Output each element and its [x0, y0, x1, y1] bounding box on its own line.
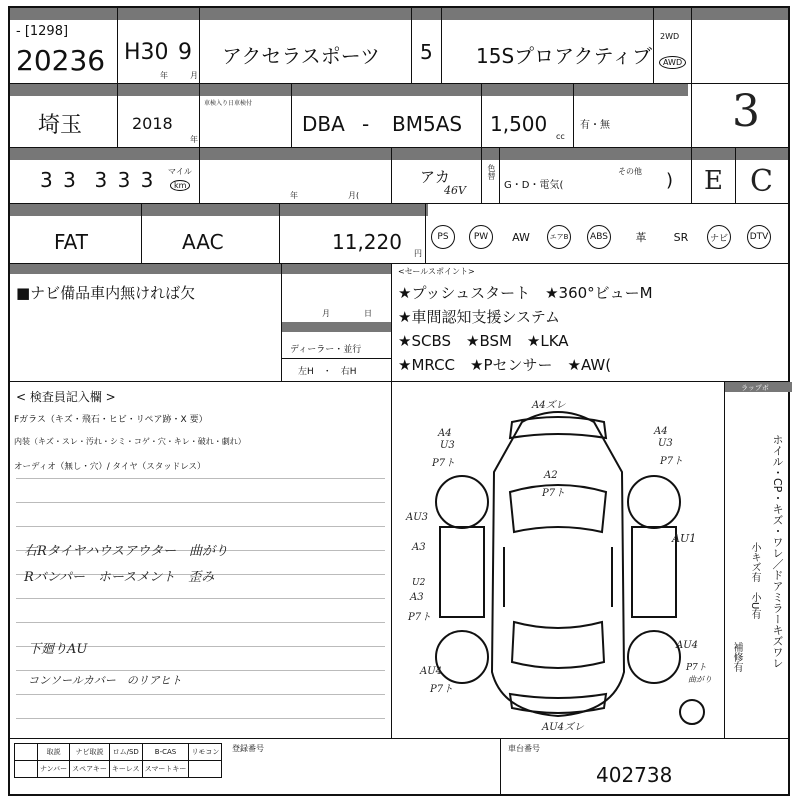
- transmission-cell: [10, 204, 142, 263]
- mark-1: A4ズレ: [532, 400, 566, 411]
- period-month-label: 月(: [348, 191, 360, 200]
- color-name: アカ: [420, 168, 450, 186]
- inspector-hand-1: 右Rタイヤハウスアウター 曲がり: [24, 544, 229, 559]
- mark-5: A4: [654, 426, 668, 437]
- option-navi-label: ナビ: [707, 225, 731, 249]
- mileage-digits: 3 3 3 3 3: [40, 168, 156, 192]
- chassis-code: BM5AS: [392, 112, 463, 136]
- rule-9: [16, 670, 385, 671]
- inspector-interior: 内装（キズ・スレ・汚れ・シミ・コゲ・穴・キレ・破れ・劇れ）: [14, 437, 246, 446]
- option-leather-label: 革: [635, 231, 647, 244]
- registration-cell: [118, 8, 200, 83]
- option-navi: [702, 220, 736, 254]
- year-label: 年: [190, 135, 198, 144]
- option-leather: [624, 220, 658, 254]
- middle-month-label: 月: [322, 309, 330, 318]
- side-text-3: 補修有: [731, 642, 742, 672]
- recycle-cell: [574, 84, 692, 147]
- grade-cell: [442, 8, 654, 83]
- mark-2: A4: [438, 428, 452, 439]
- year-cell: [118, 84, 200, 147]
- row-1: [10, 8, 788, 84]
- grade-interior: E: [704, 166, 723, 196]
- inspection-cell: [200, 84, 292, 147]
- rule-1: [16, 478, 385, 479]
- mark-3: U3: [440, 440, 455, 451]
- inspector-glass: Fガラス（キズ・飛石・ヒビ・リペア跡・X 要）: [14, 415, 208, 425]
- fuel-cell: [500, 148, 692, 203]
- mileage-unit: km: [170, 180, 190, 191]
- price-unit: 円: [414, 249, 422, 258]
- inspector-hand-2: Rバンパー ホースメント 歪み: [24, 570, 215, 585]
- option-ps-label: PS: [431, 225, 455, 249]
- color-code: 46V: [444, 184, 466, 197]
- option-sr: [664, 220, 698, 254]
- mark-21: AU4ズレ: [542, 722, 585, 733]
- selling-header: <セールスポイント>: [398, 267, 475, 276]
- acc-manual: 取説: [38, 744, 70, 761]
- rule-7: [16, 622, 385, 623]
- row-3: [10, 148, 788, 204]
- side-panel: [724, 382, 792, 738]
- location-value: 埼玉: [38, 113, 83, 138]
- selling-points: [394, 264, 788, 381]
- mark-18: AU4: [676, 640, 699, 651]
- middle-cell: [282, 264, 392, 381]
- acc-rom: ロム/SD: [109, 744, 142, 761]
- notes-header-bar: [10, 264, 281, 274]
- grade-exterior: C: [750, 164, 773, 199]
- acc-bcas: B-CAS: [142, 744, 189, 761]
- inspector-hand-4: コンソールカバー のリアヒト: [28, 674, 182, 687]
- row-2: [10, 84, 788, 148]
- accessory-blank-1: [15, 744, 38, 761]
- chassis-no-label: 車台番号: [508, 744, 540, 753]
- grade-interior-cell: [692, 148, 736, 203]
- score-cell: [692, 8, 792, 83]
- rule-2: [16, 502, 385, 503]
- mark-20: 曲がり: [688, 675, 712, 684]
- year-value: 2018: [132, 114, 173, 133]
- chassis-no: 402738: [596, 763, 673, 787]
- color-change-cell: [482, 148, 500, 203]
- row-4: [10, 204, 788, 264]
- options-area: [426, 204, 788, 263]
- doors-value: 5: [420, 40, 433, 64]
- lot-number: 20236: [16, 44, 106, 77]
- period-year-label: 年: [290, 191, 298, 200]
- aircon-cell: [142, 204, 280, 263]
- bottom-bar: [10, 738, 788, 794]
- reg-label: 登録番号: [232, 744, 264, 753]
- selling-point-4: ★MRCC ★Pセンサー ★AW(: [398, 356, 612, 374]
- score-value: 3: [732, 86, 760, 137]
- registration-month: 9: [178, 40, 192, 65]
- selling-point-2: ★車間認知支援システム: [398, 308, 560, 326]
- accessory-table: [14, 743, 222, 778]
- mark-4: P7ト: [432, 458, 456, 469]
- inspector-area: [10, 382, 392, 738]
- displacement-unit: cc: [556, 132, 565, 141]
- acc-keyless: キーレス: [109, 761, 142, 778]
- option-aw: [504, 220, 538, 254]
- option-pw: [464, 220, 498, 254]
- option-abs: [582, 220, 616, 254]
- location-cell: [10, 84, 118, 147]
- chassis-cell: [292, 84, 482, 147]
- rule-3: [16, 526, 385, 527]
- registration-year-label: 年: [160, 71, 168, 80]
- mark-10: AU3: [406, 512, 429, 523]
- mark-9: P7ト: [542, 488, 566, 499]
- notes-line-1: ■ナビ備品車内無ければ欠: [16, 284, 196, 302]
- transmission-value: FAT: [54, 230, 89, 254]
- mark-6: U3: [658, 438, 673, 449]
- model-cell: [200, 8, 412, 83]
- drive-2wd: 2WD: [660, 32, 680, 41]
- lot-prefix: - [1298]: [16, 24, 69, 39]
- acc-spare-key: スペアキー: [70, 761, 110, 778]
- rule-11: [16, 718, 385, 719]
- inspector-title: < 検査員記入欄 >: [16, 390, 116, 404]
- doors-cell: [412, 8, 442, 83]
- accessory-blank-2: [15, 761, 38, 778]
- middle-divider-1: [282, 322, 391, 332]
- price-cell: [280, 204, 426, 263]
- registration-era: H30: [124, 40, 169, 65]
- inspector-audio: オーディオ（無し・穴）/ タイヤ（スタッドレス）: [14, 462, 206, 472]
- fuel-other: その他: [618, 167, 642, 176]
- color-change-label: 色替: [487, 164, 496, 180]
- inspector-hand-3: 下廻りAU: [28, 642, 88, 657]
- drive-awd: AWD: [659, 56, 686, 69]
- recycle-label: 有・無: [580, 120, 610, 131]
- middle-day-label: 日: [364, 309, 372, 318]
- selling-point-1: ★プッシュスタート ★360°ビューM: [398, 284, 653, 302]
- registration-month-label: 月: [190, 71, 198, 80]
- grade-exterior-cell: [736, 148, 792, 203]
- auction-sheet: [8, 6, 790, 796]
- mark-19: P7ト: [686, 663, 707, 673]
- selling-point-3: ★SCBS ★BSM ★LKA: [398, 332, 569, 350]
- option-airbag: [542, 220, 576, 254]
- mark-14: A3: [410, 592, 424, 603]
- option-ps: [426, 220, 460, 254]
- drive-cell: [654, 8, 692, 83]
- grade-value: 15Sプロアクティブ: [476, 44, 652, 68]
- option-abs-label: ABS: [587, 225, 611, 249]
- acc-number: ナンバー: [38, 761, 70, 778]
- side-header: ラップボ: [741, 384, 769, 392]
- chassis-prefix: DBA: [302, 112, 345, 136]
- price-value: 11,220: [332, 230, 402, 254]
- rule-10: [16, 694, 385, 695]
- acc-navi-manual: ナビ取説: [70, 744, 110, 761]
- model-name: アクセラスポーツ: [222, 44, 380, 68]
- mileage-cell: [10, 148, 200, 203]
- aircon-value: AAC: [182, 230, 224, 254]
- rule-6: [16, 598, 385, 599]
- mark-12: AU1: [672, 532, 697, 545]
- fuel-close: ): [666, 170, 674, 191]
- acc-smart-key: スマートキー: [142, 761, 189, 778]
- accessory-row-1: [15, 744, 222, 761]
- side-text: ホイル・CP・キズ・ワレ／ドアミラーキズワレ: [771, 434, 784, 669]
- option-pw-label: PW: [469, 225, 493, 249]
- acc-blank-3: [189, 761, 222, 778]
- chassis-dash: -: [362, 112, 370, 136]
- car-diagram: [392, 382, 724, 738]
- accessory-row-2: [15, 761, 222, 778]
- mark-11: A3: [412, 542, 426, 553]
- middle-handle: 左H ・ 右H: [298, 367, 357, 377]
- period-cell: [200, 148, 392, 203]
- option-aw-label: AW: [512, 230, 530, 244]
- mark-17: P7ト: [430, 684, 454, 695]
- option-dtv-label: DTV: [747, 225, 771, 249]
- bottom-divider: [500, 739, 501, 794]
- side-text-2: 小キズ有 小U有: [749, 542, 760, 620]
- mark-8: A2: [544, 470, 558, 481]
- mark-16: AU4: [420, 666, 443, 677]
- middle-dealer: ディーラー・並行: [290, 345, 362, 355]
- option-airbag-label: エアB: [547, 225, 571, 249]
- displacement-cell: [482, 84, 574, 147]
- middle-header-bar: [282, 264, 391, 274]
- row-5: [10, 264, 788, 382]
- mileage-unit-top: マイル: [168, 167, 192, 176]
- middle-divider-2: [282, 358, 391, 359]
- option-sr-label: SR: [673, 230, 689, 244]
- mark-13: U2: [412, 578, 426, 588]
- notes-cell: [10, 264, 282, 381]
- lot-cell: [10, 8, 118, 83]
- color-cell: [392, 148, 482, 203]
- acc-remote: リモコン: [189, 744, 222, 761]
- mark-15: P7ト: [408, 612, 432, 623]
- mark-7: P7ト: [660, 456, 684, 467]
- inspection-label: 車検入り日車検付: [204, 100, 253, 107]
- displacement-value: 1,500: [490, 112, 548, 136]
- option-dtv: [742, 220, 776, 254]
- fuel-label: G・D・電気(: [504, 180, 564, 191]
